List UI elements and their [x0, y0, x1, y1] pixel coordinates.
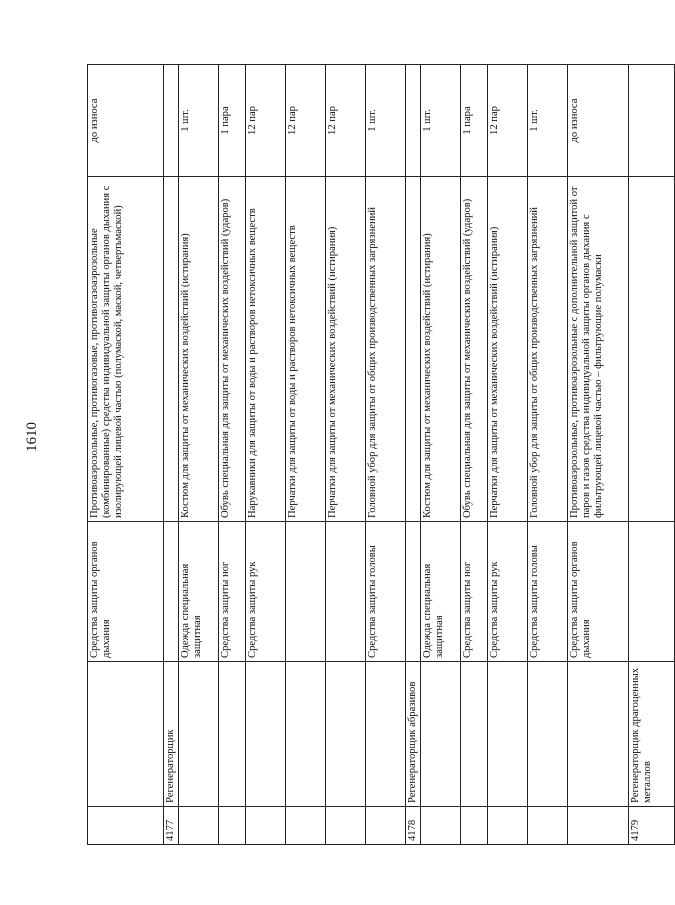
cell-item: Головной убор для защиты от общих производственных загрязнений — [527, 177, 567, 522]
cell-qty: 12 пар — [245, 65, 285, 177]
cell-profession: Регенераторщик абразивов — [405, 662, 420, 807]
table-row — [420, 65, 460, 845]
cell-qty: 1 шт. — [178, 65, 218, 177]
cell-qty: 1 шт. — [420, 65, 460, 177]
table-row — [218, 65, 245, 845]
table-row — [325, 65, 365, 845]
cell-num: 4177 — [164, 807, 179, 845]
cell-num — [245, 807, 285, 845]
table-row — [628, 65, 674, 845]
cell-item: Перчатки для защиты от механических воздействий (истирания) — [325, 177, 365, 522]
cell-qty — [405, 65, 420, 177]
table-row — [178, 65, 218, 845]
cell-profession — [420, 662, 460, 807]
cell-item: Перчатки для защиты от воды и растворов нетоксичных веществ — [285, 177, 325, 522]
table-row — [527, 65, 567, 845]
cell-qty: 12 пар — [487, 65, 527, 177]
table-row — [405, 65, 420, 845]
cell-category: Средства защиты головы — [365, 522, 405, 662]
cell-num — [218, 807, 245, 845]
cell-num: 4178 — [405, 807, 420, 845]
ppe-norms-table — [87, 64, 675, 845]
cell-qty — [164, 65, 179, 177]
cell-qty: 1 пара — [218, 65, 245, 177]
cell-item: Обувь специальная для защиты от механических воздействий (ударов) — [218, 177, 245, 522]
cell-qty: 12 пар — [325, 65, 365, 177]
page-number: 1610 — [24, 422, 40, 452]
cell-category: Средства защиты рук — [487, 522, 527, 662]
cell-category: Средства защиты ног — [460, 522, 487, 662]
cell-num — [487, 807, 527, 845]
cell-item: Противоаэрозольные, противогазовые, противогазоаэрозольные (комбинированные) средства индивидуальной защиты органов дыхания с изолирующей лицевой частью (полумаской, маской, четвертьмаской) — [88, 177, 164, 522]
cell-qty: 1 пара — [460, 65, 487, 177]
cell-category: Одежда специальная защитная — [178, 522, 218, 662]
cell-category: Средства защиты органов дыхания — [567, 522, 628, 662]
cell-qty: 1 шт. — [527, 65, 567, 177]
table-row — [487, 65, 527, 845]
cell-category — [164, 522, 179, 662]
cell-num: 4179 — [628, 807, 674, 845]
cell-qty: 12 пар — [285, 65, 325, 177]
cell-item — [628, 177, 674, 522]
cell-qty: до износа — [567, 65, 628, 177]
cell-item: Костюм для защиты от механических воздействий (истирания) — [420, 177, 460, 522]
cell-qty: 1 шт. — [365, 65, 405, 177]
cell-category: Средства защиты головы — [527, 522, 567, 662]
cell-category — [628, 522, 674, 662]
cell-item: Перчатки для защиты от механических воздействий (истирания) — [487, 177, 527, 522]
cell-item: Костюм для защиты от механических воздействий (истирания) — [178, 177, 218, 522]
cell-profession — [178, 662, 218, 807]
cell-category: Средства защиты органов дыхания — [88, 522, 164, 662]
cell-profession — [325, 662, 365, 807]
cell-category: Средства защиты рук — [245, 522, 285, 662]
cell-num — [420, 807, 460, 845]
cell-item: Нарукавники для защиты от воды и растворов нетоксичных веществ — [245, 177, 285, 522]
cell-num — [178, 807, 218, 845]
cell-item: Обувь специальная для защиты от механических воздействий (ударов) — [460, 177, 487, 522]
rotated-table-container — [87, 65, 653, 845]
cell-category — [325, 522, 365, 662]
cell-num — [325, 807, 365, 845]
cell-num — [365, 807, 405, 845]
cell-item: Противоаэрозольные, противоаэрозольные с дополнительной защитой от паров и газов средства индивидуальной защиты органов дыхания с фильтрующей лицевой частью – фильтрующие полумаски — [567, 177, 628, 522]
cell-num — [527, 807, 567, 845]
cell-qty: до износа — [88, 65, 164, 177]
cell-num — [285, 807, 325, 845]
table-row — [285, 65, 325, 845]
table-row — [460, 65, 487, 845]
cell-profession — [88, 662, 164, 807]
cell-profession — [285, 662, 325, 807]
cell-profession — [527, 662, 567, 807]
cell-category — [405, 522, 420, 662]
cell-profession — [245, 662, 285, 807]
cell-item — [164, 177, 179, 522]
table-row — [567, 65, 628, 845]
cell-item: Головной убор для защиты от общих производственных загрязнений — [365, 177, 405, 522]
cell-profession — [487, 662, 527, 807]
cell-profession: Регенераторщик драгоценных металлов — [628, 662, 674, 807]
table-row — [365, 65, 405, 845]
cell-category: Средства защиты ног — [218, 522, 245, 662]
cell-profession: Регенераторщик — [164, 662, 179, 807]
table-row — [245, 65, 285, 845]
cell-qty — [628, 65, 674, 177]
cell-num — [88, 807, 164, 845]
table-row — [164, 65, 179, 845]
cell-num — [567, 807, 628, 845]
cell-category: Одежда специальная защитная — [420, 522, 460, 662]
cell-num — [460, 807, 487, 845]
cell-profession — [218, 662, 245, 807]
cell-item — [405, 177, 420, 522]
cell-profession — [567, 662, 628, 807]
cell-category — [285, 522, 325, 662]
table-row — [88, 65, 164, 845]
cell-profession — [460, 662, 487, 807]
cell-profession — [365, 662, 405, 807]
